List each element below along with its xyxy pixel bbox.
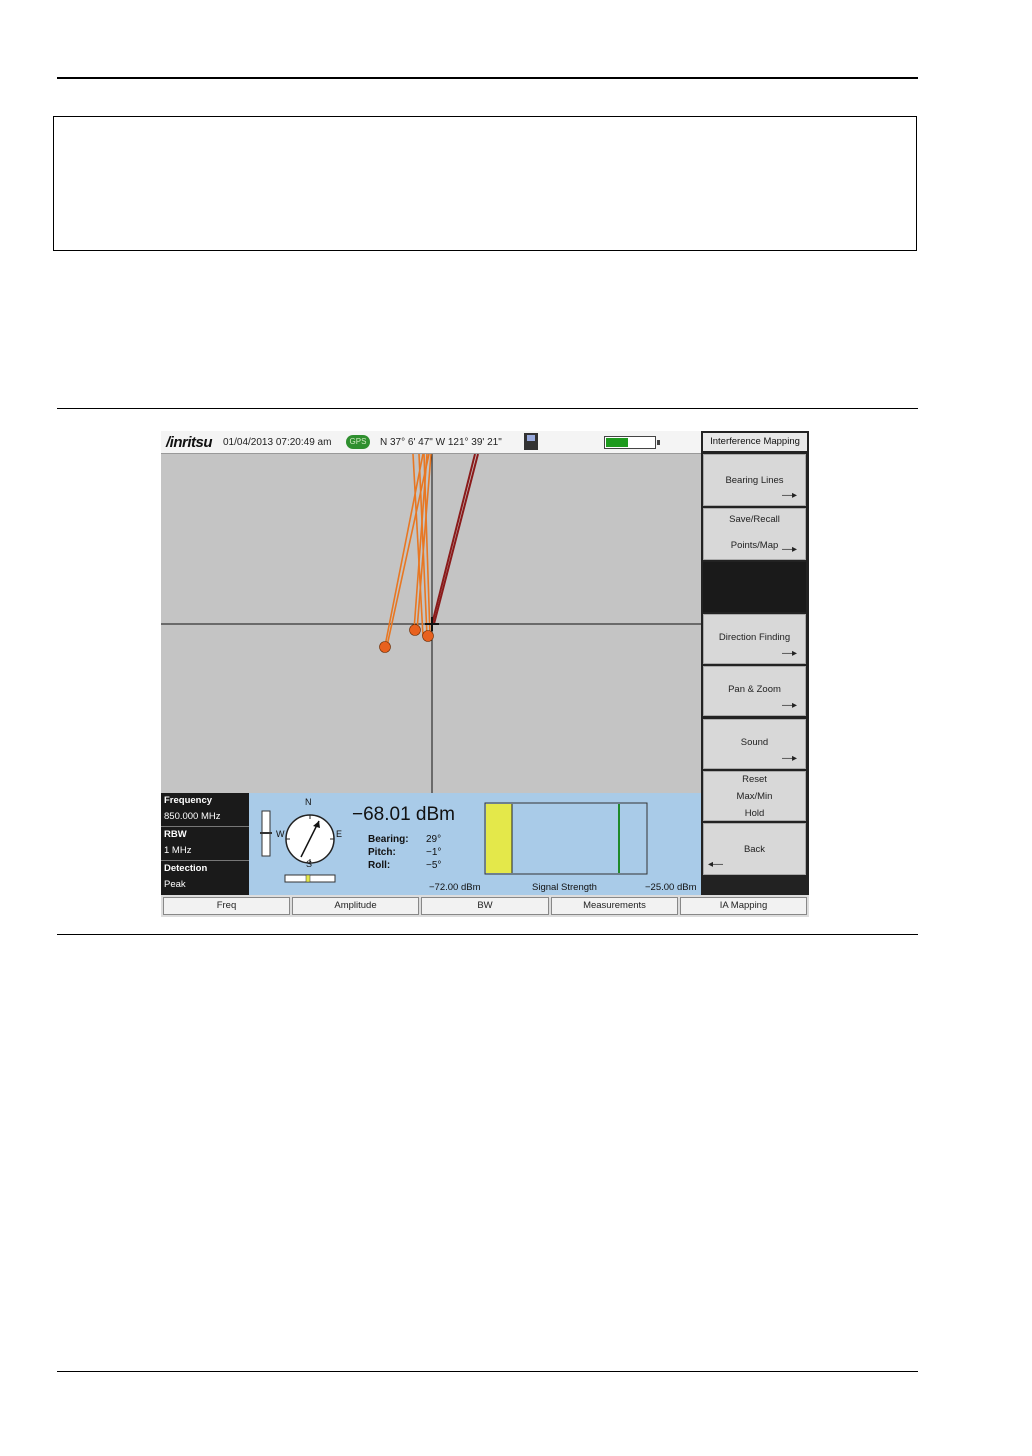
tab-measurements[interactable]: Measurements [551, 897, 678, 915]
meter-graphics [249, 793, 701, 895]
reset-label-1: Reset [742, 774, 767, 785]
tab-amplitude[interactable]: Amplitude [292, 897, 419, 915]
bearing-marker[interactable] [423, 631, 434, 642]
bearing-marker[interactable] [380, 642, 391, 653]
bearing-marker[interactable] [410, 625, 421, 636]
bearing-lines-button[interactable] [703, 454, 806, 506]
instrument-screen [161, 431, 809, 917]
save-recall-button[interactable] [703, 508, 806, 560]
map-canvas [161, 454, 701, 793]
datetime: 01/04/2013 07:20:49 am [223, 437, 332, 448]
roll-value: −5° [426, 860, 442, 871]
submenu-arrow-icon: —▸ [781, 753, 797, 764]
battery-fill [606, 438, 628, 447]
back-button[interactable] [703, 823, 806, 875]
pitch-label: Pitch: [368, 847, 396, 858]
rbw-label: RBW [164, 829, 187, 840]
current-bearing-line [432, 454, 475, 624]
figure-bottom-rule [57, 934, 918, 935]
submenu-arrow-icon: —▸ [781, 648, 797, 659]
submenu-arrow-icon: —▸ [781, 700, 797, 711]
tab-ia-mapping[interactable]: IA Mapping [680, 897, 807, 915]
roll-label: Roll: [368, 860, 391, 871]
roll-indicator-tick [306, 875, 310, 882]
disk-save-icon[interactable] [524, 433, 538, 450]
compass-east: E [336, 829, 343, 839]
save-recall-label-2: Points/Map [730, 540, 779, 551]
frequency-value: 850.000 MHz [164, 811, 221, 822]
signal-meter-panel [249, 793, 701, 895]
battery-icon [604, 436, 656, 449]
brand-logo: /inritsu [166, 434, 213, 451]
frequency-cell[interactable] [161, 793, 249, 827]
pan-zoom-label: Pan & Zoom [728, 684, 781, 695]
submenu-arrow-icon: —▸ [781, 490, 797, 501]
detection-label: Detection [164, 863, 208, 874]
scale-max-label: −25.00 dBm [645, 882, 697, 893]
bearing-value: 29° [426, 834, 442, 845]
sound-button[interactable] [703, 719, 806, 769]
detection-value: Peak [164, 879, 186, 890]
back-arrow-icon: ◂— [708, 859, 724, 870]
reset-label-2: Max/Min [736, 791, 773, 802]
gps-coordinates: N 37° 6' 47" W 121° 39' 21" [380, 437, 502, 448]
tab-freq[interactable]: Freq [163, 897, 290, 915]
header-rule [57, 77, 918, 79]
submenu-arrow-icon: —▸ [781, 544, 797, 555]
measurement-settings-panel [161, 793, 249, 895]
softkey-panel [701, 431, 809, 895]
status-bar [161, 431, 701, 454]
main-menu-bar [161, 895, 809, 917]
softkey-menu-title: Interference Mapping [703, 433, 807, 451]
blank-softkey [703, 562, 806, 612]
compass-south: S [306, 859, 313, 869]
compass-north: N [305, 797, 312, 807]
scale-min-label: −72.00 dBm [429, 882, 481, 893]
compass-west: W [276, 829, 285, 839]
note-box [53, 116, 917, 251]
bearing-label: Bearing: [368, 834, 409, 845]
bearing-lines [385, 454, 431, 646]
direction-finding-label: Direction Finding [718, 632, 791, 643]
gps-badge: GPS [346, 435, 370, 449]
scale-title: Signal Strength [532, 882, 597, 893]
reset-max-min-hold-button[interactable] [703, 771, 806, 821]
direction-finding-button[interactable] [703, 614, 806, 664]
back-label: Back [743, 844, 766, 855]
reset-label-3: Hold [744, 808, 765, 819]
current-bearing-lines [432, 454, 478, 624]
signal-strength-bar [486, 804, 512, 873]
bearing-lines-label: Bearing Lines [725, 475, 784, 486]
footer-rule [57, 1371, 918, 1372]
frequency-label: Frequency [164, 795, 213, 806]
sound-label: Sound [740, 737, 769, 748]
power-readout: −68.01 dBm [352, 804, 455, 825]
pitch-value: −1° [426, 847, 442, 858]
tab-bw[interactable]: BW [421, 897, 549, 915]
detection-cell[interactable] [161, 861, 249, 894]
current-bearing-line [434, 454, 478, 624]
rbw-value: 1 MHz [164, 845, 192, 856]
bearing-markers [380, 625, 434, 653]
pan-zoom-button[interactable] [703, 666, 806, 716]
save-recall-label-1: Save/Recall [729, 514, 780, 525]
interference-map[interactable] [161, 454, 701, 793]
rbw-cell[interactable] [161, 827, 249, 861]
figure-top-rule [57, 408, 918, 409]
